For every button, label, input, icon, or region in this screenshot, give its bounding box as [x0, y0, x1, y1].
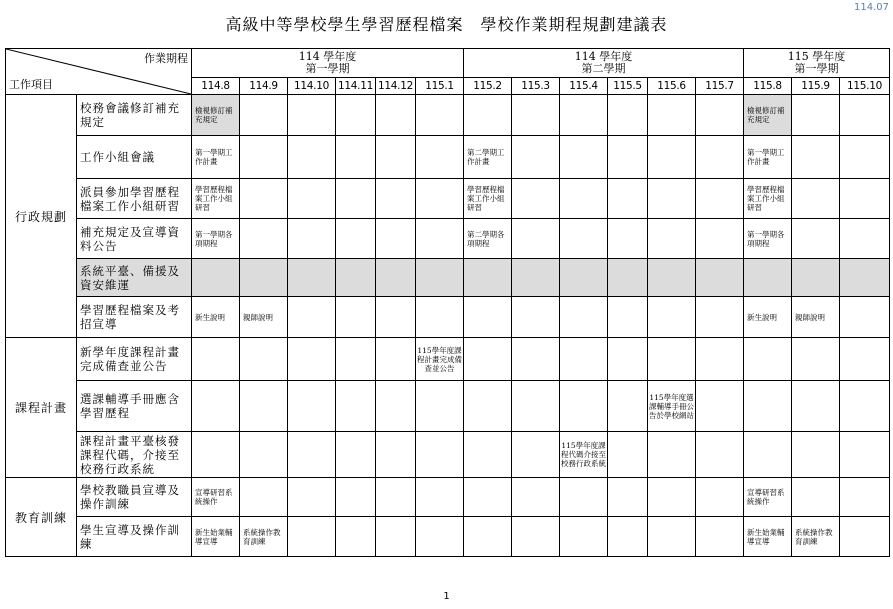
schedule-cell: [288, 259, 336, 297]
schedule-task: 新生說明: [192, 297, 240, 338]
schedule-cell: [560, 136, 608, 179]
table-row: [6, 517, 890, 557]
category-cell: 教育訓練: [6, 478, 77, 557]
schedule-cell: [464, 338, 512, 381]
schedule-cell: [376, 219, 416, 259]
schedule-cell: [288, 219, 336, 259]
schedule-cell: [792, 259, 840, 297]
schedule-cell: [608, 338, 648, 381]
term-label: 第一學期: [794, 62, 839, 75]
schedule-task: 學習歷程檔案工作小組研習: [192, 179, 240, 219]
schedule-cell: [560, 381, 608, 432]
table-row: [6, 136, 890, 179]
table-row: [6, 338, 890, 381]
schedule-task: 宣導研習系統操作: [744, 478, 792, 517]
work-item-cell: 學生宣導及操作訓練: [77, 517, 192, 557]
schedule-cell: [648, 478, 696, 517]
schedule-cell: [192, 338, 240, 381]
work-item-cell: 新學年度課程計畫完成備查並公告: [77, 338, 192, 381]
schedule-cell: [696, 432, 744, 478]
schedule-cell: [416, 259, 464, 297]
schedule-cell: [288, 136, 336, 179]
schedule-cell: [608, 95, 648, 136]
schedule-cell: [840, 297, 890, 338]
category-cell: 行政規劃: [6, 95, 77, 338]
schedule-cell: [376, 95, 416, 136]
schedule-cell: [512, 517, 560, 557]
schedule-task: 檢視修訂補充規定: [192, 95, 240, 136]
schedule-cell: [792, 136, 840, 179]
schedule-cell: [376, 136, 416, 179]
schedule-cell: [840, 136, 890, 179]
schedule-cell: [376, 381, 416, 432]
schedule-label: 作業期程: [144, 52, 188, 65]
work-item-cell: 學校教職員宣導及操作訓練: [77, 478, 192, 517]
table-row: [6, 259, 890, 297]
schedule-cell: [696, 95, 744, 136]
schedule-cell: [416, 381, 464, 432]
schedule-cell: [288, 95, 336, 136]
schedule-cell: [288, 381, 336, 432]
table-row: [6, 478, 890, 517]
schedule-task: 新生始業輔導宣導: [192, 517, 240, 557]
schedule-cell: [648, 219, 696, 259]
schedule-cell: [608, 478, 648, 517]
schedule-cell: [512, 179, 560, 219]
schedule-cell: [240, 219, 288, 259]
schedule-cell: [288, 517, 336, 557]
year-label: 114 學年度: [574, 50, 633, 63]
month-header: 114.10: [288, 78, 336, 95]
year-group-header: [744, 49, 890, 78]
work-item-cell: 系統平臺、備援及資安維運: [77, 259, 192, 297]
schedule-cell: [696, 517, 744, 557]
month-header: 114.8: [192, 78, 240, 95]
schedule-cell: [288, 179, 336, 219]
schedule-task: 親師說明: [792, 297, 840, 338]
work-item-cell: 派員參加學習歷程檔案工作小組研習: [77, 179, 192, 219]
schedule-cell: [240, 338, 288, 381]
schedule-task: 第一學期工作計畫: [192, 136, 240, 179]
schedule-cell: [512, 381, 560, 432]
schedule-cell: [376, 338, 416, 381]
work-item-cell: 工作小組會議: [77, 136, 192, 179]
month-header: 114.9: [240, 78, 288, 95]
schedule-task: 第一學期工作計畫: [744, 136, 792, 179]
month-header: 115.3: [512, 78, 560, 95]
table-row: [6, 95, 890, 136]
schedule-cell: [696, 219, 744, 259]
schedule-task: 第二學期各項期程: [464, 219, 512, 259]
schedule-task: 宣導研習系統操作: [192, 478, 240, 517]
schedule-cell: [288, 297, 336, 338]
schedule-cell: [288, 338, 336, 381]
schedule-task: 第一學期各項期程: [192, 219, 240, 259]
schedule-cell: [560, 95, 608, 136]
schedule-cell: [240, 381, 288, 432]
schedule-task: 115學年度課程代碼介接至校務行政系統: [560, 432, 608, 478]
schedule-cell: [696, 259, 744, 297]
month-header: 114.12: [376, 78, 416, 95]
schedule-cell: [608, 136, 648, 179]
work-item-cell: 選課輔導手冊應含學習歷程: [77, 381, 192, 432]
schedule-cell: [464, 517, 512, 557]
schedule-task: 檢視修訂補充規定: [744, 95, 792, 136]
month-header: 115.4: [560, 78, 608, 95]
schedule-cell: [416, 297, 464, 338]
year-header-row: [6, 49, 890, 78]
schedule-cell: [696, 381, 744, 432]
schedule-cell: [840, 219, 890, 259]
schedule-cell: [648, 136, 696, 179]
schedule-cell: [240, 95, 288, 136]
schedule-cell: [648, 95, 696, 136]
schedule-cell: [192, 432, 240, 478]
schedule-task: 學習歷程檔案工作小組研習: [464, 179, 512, 219]
schedule-cell: [376, 432, 416, 478]
schedule-cell: [376, 517, 416, 557]
schedule-cell: [792, 95, 840, 136]
schedule-cell: [840, 381, 890, 432]
schedule-cell: [792, 338, 840, 381]
schedule-cell: [416, 136, 464, 179]
schedule-cell: [240, 136, 288, 179]
schedule-cell: [240, 478, 288, 517]
schedule-table: [5, 48, 890, 557]
schedule-cell: [376, 297, 416, 338]
schedule-cell: [608, 517, 648, 557]
schedule-cell: [840, 478, 890, 517]
schedule-cell: [336, 517, 376, 557]
work-item-cell: 補充規定及宣導資料公告: [77, 219, 192, 259]
schedule-cell: [648, 297, 696, 338]
schedule-cell: [560, 259, 608, 297]
schedule-cell: [696, 179, 744, 219]
version-number: 114.07: [854, 2, 889, 13]
table-row: [6, 297, 890, 338]
schedule-cell: [840, 259, 890, 297]
month-header: 115.6: [648, 78, 696, 95]
schedule-cell: [648, 259, 696, 297]
schedule-cell: [512, 259, 560, 297]
schedule-cell: [336, 381, 376, 432]
schedule-cell: [416, 179, 464, 219]
page-number: 1: [443, 591, 450, 602]
schedule-cell: [336, 219, 376, 259]
schedule-cell: [512, 219, 560, 259]
schedule-cell: [464, 95, 512, 136]
schedule-cell: [336, 432, 376, 478]
schedule-cell: [648, 338, 696, 381]
schedule-cell: [336, 259, 376, 297]
schedule-cell: [512, 432, 560, 478]
table-row: [6, 381, 890, 432]
schedule-task: 新生說明: [744, 297, 792, 338]
schedule-cell: [608, 179, 648, 219]
term-label: 第二學期: [581, 62, 626, 75]
schedule-cell: [608, 381, 648, 432]
schedule-cell: [792, 432, 840, 478]
schedule-cell: [696, 297, 744, 338]
schedule-cell: [560, 478, 608, 517]
schedule-task: 新生始業輔導宣導: [744, 517, 792, 557]
month-header: 114.11: [336, 78, 376, 95]
month-header: 115.2: [464, 78, 512, 95]
work-item-label: 工作項目: [9, 78, 53, 91]
schedule-cell: [336, 297, 376, 338]
schedule-cell: [288, 432, 336, 478]
schedule-cell: [512, 95, 560, 136]
schedule-cell: [744, 259, 792, 297]
year-label: 114 學年度: [298, 50, 357, 63]
schedule-cell: [840, 179, 890, 219]
category-cell: 課程計畫: [6, 338, 77, 478]
schedule-cell: [560, 219, 608, 259]
schedule-cell: [288, 478, 336, 517]
schedule-task: 115學年度選課輔導手冊公告於學校網站: [648, 381, 696, 432]
schedule-cell: [608, 432, 648, 478]
table-row: [6, 219, 890, 259]
schedule-cell: [696, 136, 744, 179]
schedule-cell: [560, 179, 608, 219]
schedule-cell: [240, 179, 288, 219]
schedule-cell: [240, 259, 288, 297]
schedule-cell: [416, 95, 464, 136]
schedule-cell: [376, 478, 416, 517]
month-header: 115.7: [696, 78, 744, 95]
table-row: [6, 432, 890, 478]
schedule-cell: [416, 478, 464, 517]
schedule-cell: [376, 179, 416, 219]
schedule-cell: [240, 432, 288, 478]
schedule-cell: [464, 478, 512, 517]
schedule-cell: [512, 136, 560, 179]
year-group-header: [464, 49, 744, 78]
schedule-cell: [792, 381, 840, 432]
work-item-cell: 學習歷程檔案及考招宣導: [77, 297, 192, 338]
schedule-task: 第二學期工作計畫: [464, 136, 512, 179]
schedule-cell: [648, 432, 696, 478]
schedule-task: 系統操作教育訓練: [792, 517, 840, 557]
schedule-cell: [840, 432, 890, 478]
schedule-task: 系統操作教育訓練: [240, 517, 288, 557]
schedule-cell: [648, 179, 696, 219]
schedule-cell: [464, 381, 512, 432]
document-title: 高級中等學校學生學習歷程檔案 學校作業期程規劃建議表: [225, 15, 668, 34]
term-label: 第一學期: [305, 62, 350, 75]
schedule-task: 學習歷程檔案工作小組研習: [744, 179, 792, 219]
schedule-cell: [416, 432, 464, 478]
schedule-cell: [336, 478, 376, 517]
schedule-cell: [696, 478, 744, 517]
schedule-cell: [512, 478, 560, 517]
schedule-cell: [512, 297, 560, 338]
header-corner: [6, 49, 192, 95]
schedule-cell: [744, 381, 792, 432]
work-item-cell: 校務會議修訂補充規定: [77, 95, 192, 136]
schedule-cell: [336, 136, 376, 179]
year-group-header: [192, 49, 464, 78]
schedule-cell: [840, 517, 890, 557]
schedule-cell: [416, 219, 464, 259]
schedule-cell: [744, 338, 792, 381]
schedule-cell: [840, 338, 890, 381]
schedule-cell: [512, 338, 560, 381]
schedule-cell: [608, 219, 648, 259]
schedule-cell: [560, 517, 608, 557]
schedule-cell: [336, 338, 376, 381]
year-label: 115 學年度: [787, 50, 846, 63]
schedule-cell: [416, 517, 464, 557]
schedule-cell: [792, 219, 840, 259]
month-header: 115.1: [416, 78, 464, 95]
schedule-cell: [464, 432, 512, 478]
schedule-cell: [560, 338, 608, 381]
schedule-cell: [608, 259, 648, 297]
month-header: 115.10: [840, 78, 890, 95]
month-header: 115.5: [608, 78, 648, 95]
schedule-task: 115學年度課程計畫完成備查並公告: [416, 338, 464, 381]
month-header: 115.8: [744, 78, 792, 95]
schedule-cell: [464, 297, 512, 338]
schedule-cell: [464, 259, 512, 297]
schedule-cell: [336, 179, 376, 219]
schedule-cell: [648, 517, 696, 557]
month-header: 115.9: [792, 78, 840, 95]
schedule-cell: [792, 179, 840, 219]
schedule-cell: [560, 297, 608, 338]
schedule-body: [6, 95, 890, 557]
schedule-task: 第一學期各項期程: [744, 219, 792, 259]
schedule-cell: [376, 259, 416, 297]
schedule-cell: [192, 381, 240, 432]
schedule-cell: [744, 432, 792, 478]
schedule-cell: [792, 478, 840, 517]
schedule-cell: [696, 338, 744, 381]
schedule-cell: [840, 95, 890, 136]
schedule-cell: [336, 95, 376, 136]
schedule-cell: [192, 259, 240, 297]
table-row: [6, 179, 890, 219]
schedule-cell: [608, 297, 648, 338]
work-item-cell: 課程計畫平臺核發課程代碼，介接至校務行政系統: [77, 432, 192, 478]
schedule-task: 親師說明: [240, 297, 288, 338]
